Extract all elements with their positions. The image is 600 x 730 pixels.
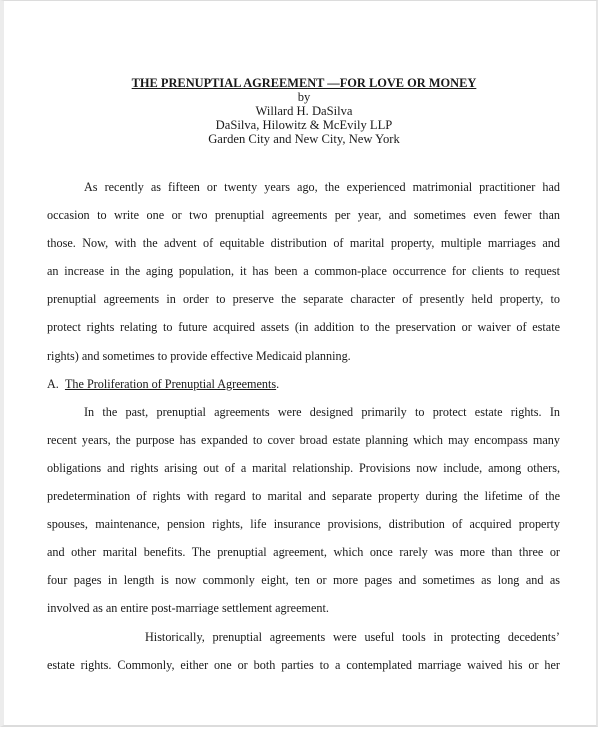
paragraph-line: occasion to write one or two prenuptial agreements per year, and sometimes even fewer than — [47, 208, 560, 223]
section-heading-period: . — [276, 376, 280, 391]
paragraph-line: In the past, prenuptial agreements were designed primarily to protect estate rights. In — [84, 404, 560, 419]
byline: by — [297, 90, 311, 104]
paragraph-line: an increase in the aging population, it has been a common-place occurrence for clients to request — [47, 264, 560, 279]
section-paragraph — [47, 623, 560, 679]
paragraph-line: Historically, prenuptial agreements were useful tools in protecting decedents’ — [145, 629, 560, 644]
firm-location: Garden City and New City, New York — [208, 132, 400, 146]
document-body — [47, 173, 560, 679]
paragraph-line: involved as an entire post-marriage settlement agreement. — [47, 601, 329, 616]
document-title: THE PRENUPTIAL AGREEMENT —FOR LOVE OR MONEY — [131, 76, 477, 90]
section-heading-text: The Proliferation of Prenuptial Agreements — [64, 376, 277, 391]
intro-paragraph — [47, 173, 560, 370]
paragraph-line: four pages in length is now commonly eight, ten or more pages and sometimes as long and as — [47, 573, 560, 588]
document-header — [4, 76, 600, 146]
paragraph-line: spouses, maintenance, pension rights, life insurance provisions, distribution of acquired property — [47, 517, 560, 532]
author-name: Willard H. DaSilva — [255, 104, 353, 118]
paragraph-line: obligations and rights arising out of a marital relationship. Provisions now include, among others, — [47, 460, 560, 475]
section-label: A. — [47, 376, 59, 391]
paragraph-line: predetermination of rights with regard to marital and separate property during the lifetime of the — [47, 489, 560, 504]
paragraph-line: prenuptial agreements in order to preserve the separate character of presently held property, to — [47, 292, 560, 307]
paragraph-line: and other marital benefits. The prenuptial agreement, which once rarely was more than three or — [47, 545, 560, 560]
paragraph-line: rights) and sometimes to provide effective Medicaid planning. — [47, 348, 351, 363]
paragraph-line: estate rights. Commonly, either one or both parties to a contemplated marriage waived his or her — [47, 657, 560, 672]
section-heading — [47, 370, 560, 398]
paragraph-line: recent years, the purpose has expanded to cover broad estate planning which may encompass many — [47, 432, 560, 447]
law-firm: DaSilva, Hilowitz & McEvily LLP — [215, 118, 393, 132]
section-paragraph — [47, 398, 560, 623]
paragraph-line: those. Now, with the advent of equitable distribution of marital property, multiple marriages and — [47, 236, 560, 251]
paragraph-line: protect rights relating to future acquired assets (in addition to the preservation or waiver of estate — [47, 320, 560, 335]
paragraph-line: As recently as fifteen or twenty years ago, the experienced matrimonial practitioner had — [84, 180, 560, 194]
